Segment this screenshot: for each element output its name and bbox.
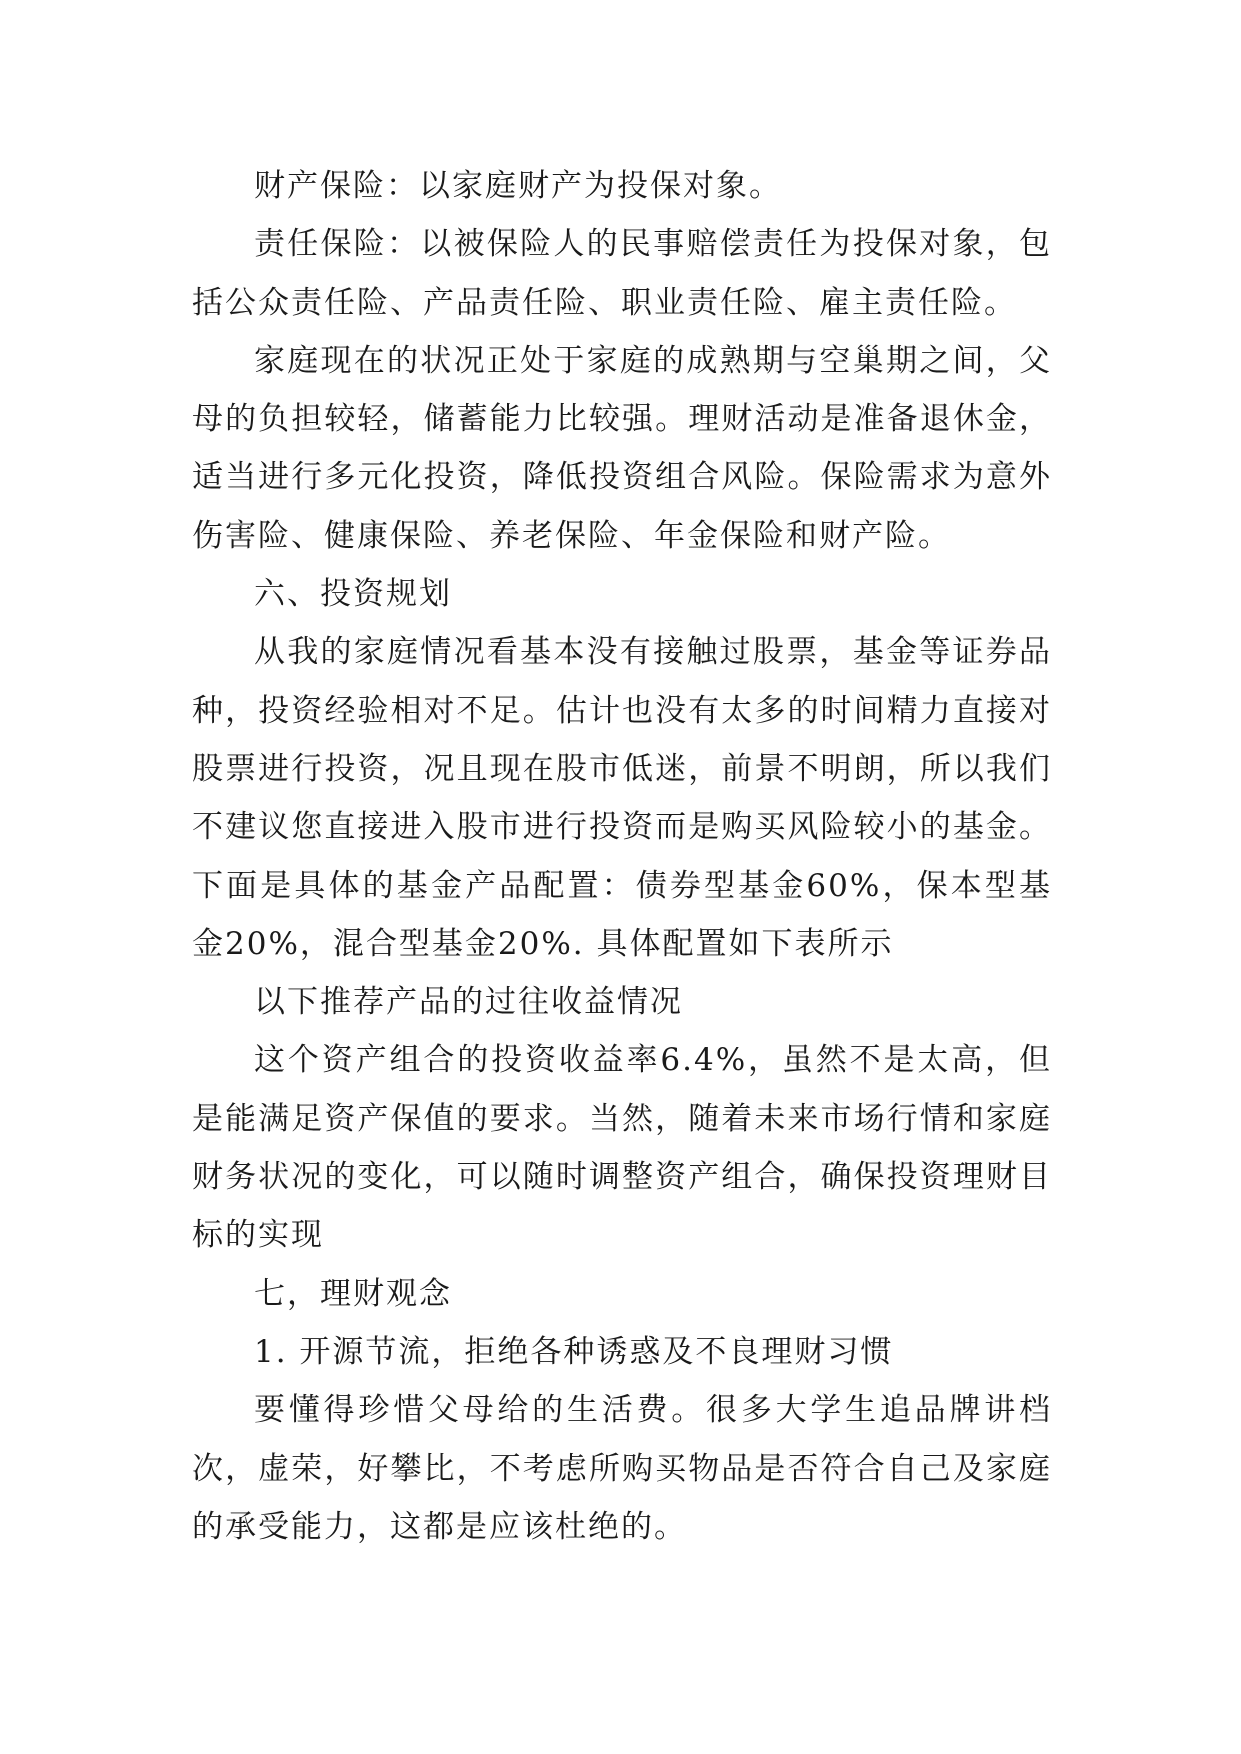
- section-heading-financial-concepts: 七，理财观念: [254, 1275, 452, 1312]
- paragraph-living-expenses: 要懂得珍惜父母给的生活费。很多大学生追品牌讲档次，虚荣，好攀比，不考虑所购买物品是否符合自己及家庭的承受能力，这都是应该杜绝的。: [192, 1392, 1052, 1545]
- document-body: [192, 157, 1052, 1556]
- paragraph-property-insurance: 财产保险：以家庭财产为投保对象。: [254, 168, 782, 204]
- paragraph-product-returns: 以下推荐产品的过往收益情况: [254, 984, 683, 1021]
- paragraph-liability-insurance: 责任保险：以被保险人的民事赔偿责任为投保对象，包括公众责任险、产品责任险、职业责任险、雇主责任险。: [192, 226, 1052, 321]
- paragraph-investment-analysis: 从我的家庭情况看基本没有接触过股票，基金等证券品种，投资经验相对不足。估计也没有太多的时间精力直接对股票进行投资，况且现在股市低迷，前景不明朗，所以我们不建议您直接进入股市进行投资而是购买风险较小的基金。下面是具体的基金产品配置：债券型基金60%，保本型基金20%，混合型基金20%. 具体配置如下表所示: [192, 634, 1052, 962]
- paragraph-portfolio-return: 这个资产组合的投资收益率6.4%，虽然不是太高，但是能满足资产保值的要求。当然，随着未来市场行情和家庭财务状况的变化，可以随时调整资产组合，确保投资理财目标的实现: [192, 1042, 1052, 1254]
- paragraph-family-status: 家庭现在的状况正处于家庭的成熟期与空巢期之间，父母的负担较轻，储蓄能力比较强。理财活动是准备退休金，适当进行多元化投资，降低投资组合风险。保险需求为意外伤害险、健康保险、养老保险、年金保险和财产险。: [192, 342, 1052, 554]
- subheading-open-source-reduce-expenditure: 1. 开源节流，拒绝各种诱惑及不良理财习惯: [254, 1333, 894, 1370]
- section-heading-investment-planning: 六、投资规划: [254, 576, 452, 613]
